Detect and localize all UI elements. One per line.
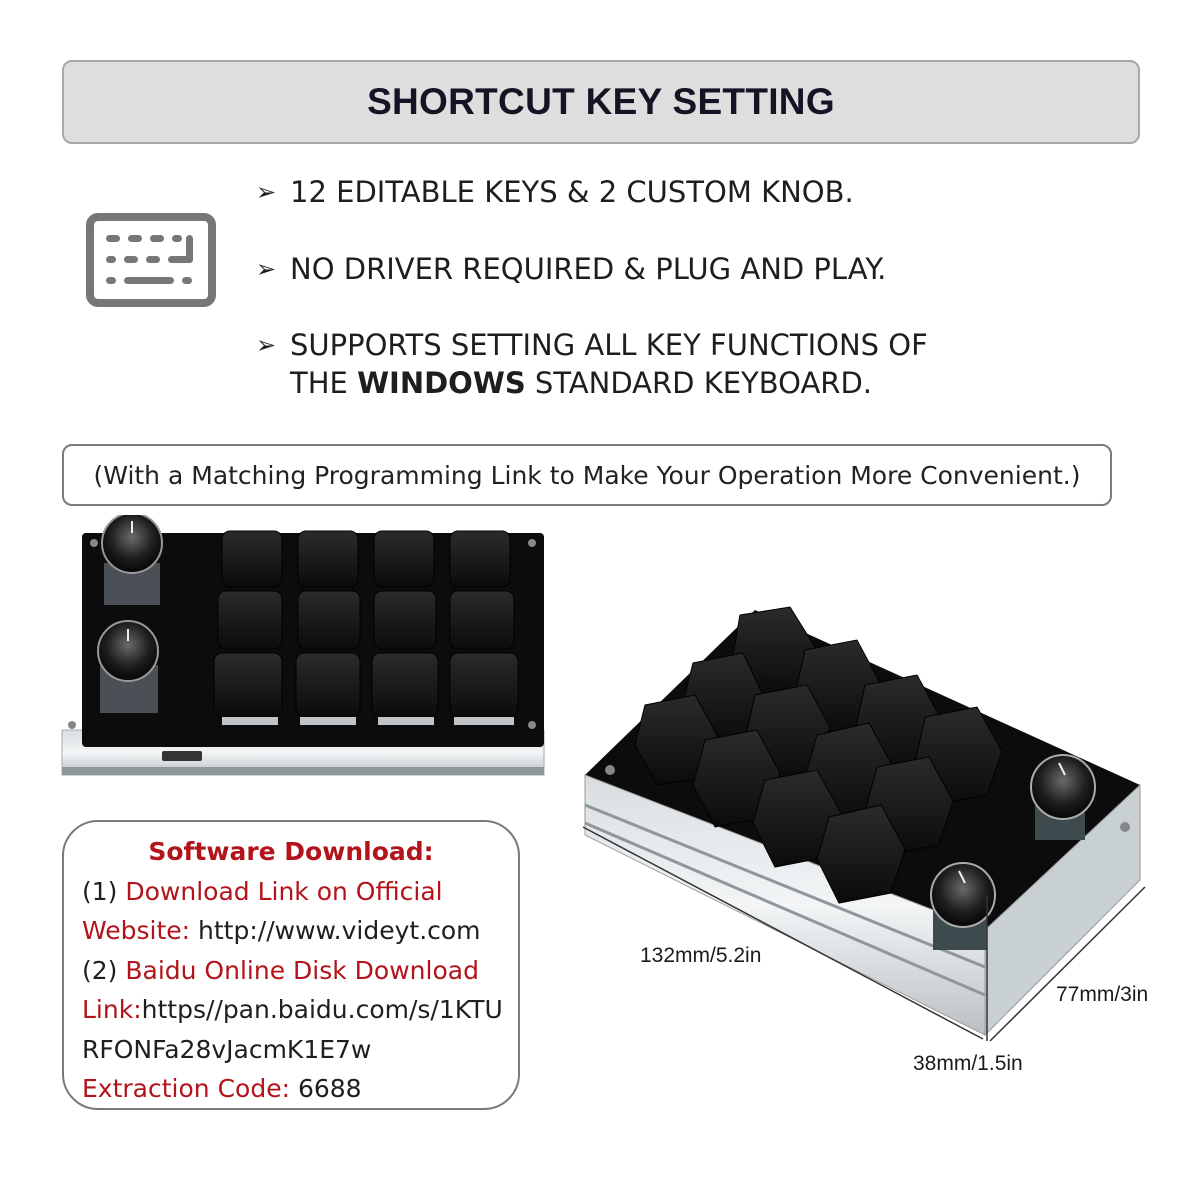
- feature-item-keys: [256, 173, 854, 211]
- width-dimension-label: 77mm/3in: [1056, 983, 1149, 1006]
- baidu-disk-link[interactable]: https//pan.baidu.com/s/1KTU: [141, 995, 503, 1024]
- page-title: SHORTCUT KEY SETTING: [367, 81, 835, 122]
- feature-item-windows: [256, 326, 928, 402]
- feature-text: [290, 326, 928, 402]
- arrow-bullet-icon: ➢: [256, 331, 277, 359]
- note-text: (With a Matching Programming Link to Make Your Operation More Convenient.): [93, 460, 1081, 490]
- feature-item-driver: [256, 250, 886, 288]
- official-website-link[interactable]: http://www.videyt.com: [198, 916, 481, 945]
- download-title: Software Download:: [148, 837, 434, 866]
- link-label: Link:: [82, 995, 142, 1024]
- feature-text: NO DRIVER REQUIRED & PLUG AND PLAY.: [290, 252, 887, 286]
- feature-line: SUPPORTS SETTING ALL KEY FUNCTIONS OF: [290, 328, 928, 362]
- feature-text: 12 EDITABLE KEYS & 2 CUSTOM KNOB.: [290, 175, 854, 209]
- length-dimension-label: 132mm/5.2in: [640, 944, 762, 967]
- extraction-code-label: Extraction Code:: [82, 1074, 298, 1103]
- download-line: [82, 1030, 518, 1070]
- feature-line-pre: THE: [290, 366, 358, 400]
- arrow-bullet-icon: ➢: [256, 255, 277, 283]
- download-line: [82, 990, 518, 1030]
- note-box: [62, 444, 1112, 506]
- link-label: Baidu Online Disk Download: [125, 955, 479, 985]
- link-number: (1): [82, 876, 126, 906]
- download-line: [82, 1069, 518, 1109]
- keypad-front-view-image: [52, 515, 562, 795]
- feature-line-bold: WINDOWS: [357, 366, 526, 400]
- baidu-disk-link-continued[interactable]: RFONFa28vJacmK1E7w: [82, 1034, 372, 1064]
- link-number: (2): [82, 955, 126, 985]
- link-label: Website:: [82, 916, 199, 945]
- keyboard-icon: [86, 213, 216, 307]
- link-label: Download Link on Official: [125, 876, 443, 906]
- feature-line-post: STANDARD KEYBOARD.: [525, 366, 872, 400]
- download-line: [82, 911, 518, 951]
- header-banner: [62, 60, 1140, 144]
- extraction-code-value: 6688: [297, 1074, 362, 1103]
- software-download-box: [62, 820, 520, 1110]
- keypad-angled-view-image: [565, 595, 1185, 1085]
- arrow-bullet-icon: ➢: [256, 178, 277, 206]
- feature-line: [290, 364, 928, 402]
- download-line: [82, 872, 518, 912]
- download-line: [82, 951, 518, 991]
- height-dimension-label: 38mm/1.5in: [913, 1052, 1023, 1075]
